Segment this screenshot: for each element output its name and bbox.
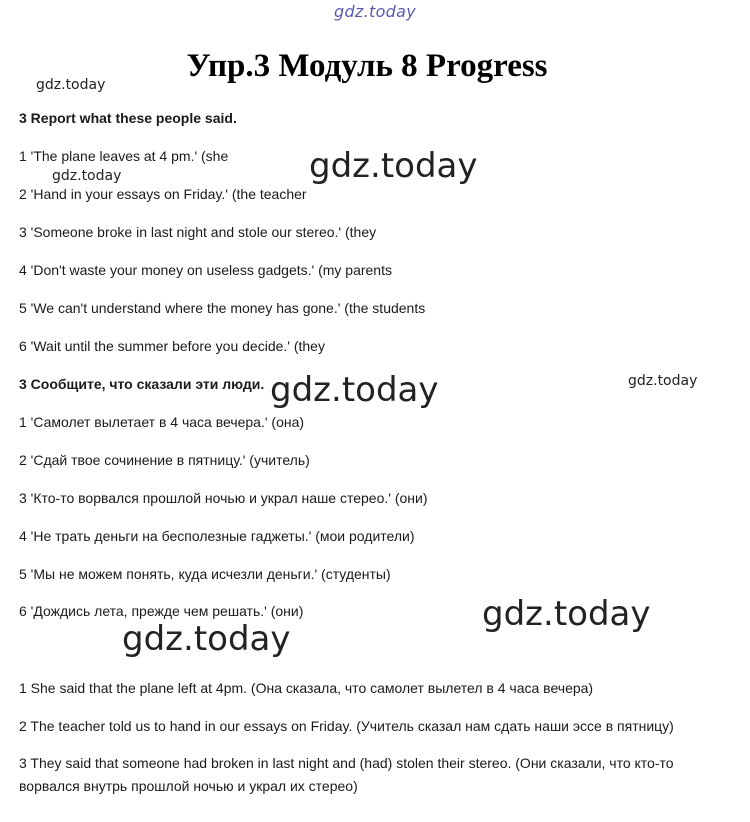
exercise-item-en: 5 'We can't understand where the money has gone.' (the students: [19, 300, 426, 316]
answer-item: 2 The teacher told us to hand in our essays on Friday. (Учитель сказал нам сдать наши эссе в пятницу): [19, 718, 674, 734]
watermark-small: gdz.today: [52, 168, 122, 184]
exercise-item-ru: 3 'Кто-то ворвался прошлой ночью и украл наше стерео.' (они): [19, 490, 428, 506]
watermark-large: gdz.today: [122, 619, 291, 659]
exercise-item-en: 2 'Hand in your essays on Friday.' (the teacher: [19, 186, 307, 202]
exercise-item-ru: 5 'Мы не можем понять, куда исчезли деньги.' (студенты): [19, 566, 391, 582]
exercise-item-en: 4 'Don't waste your money on useless gadgets.' (my parents: [19, 262, 392, 278]
exercise-item-en: 6 'Wait until the summer before you decide.' (they: [19, 338, 325, 354]
watermark-large: gdz.today: [270, 370, 439, 410]
watermark-small: gdz.today: [628, 373, 698, 389]
exercise-item-ru: 1 'Самолет вылетает в 4 часа вечера.' (она): [19, 414, 305, 430]
exercise-item-ru: 4 'Не трать деньги на бесполезные гаджеты.' (мои родители): [19, 528, 415, 544]
watermark-top: gdz.today: [334, 2, 416, 21]
task-heading-ru: 3 Сообщите, что сказали эти люди.: [19, 376, 265, 392]
page-title: Упр.3 Модуль 8 Progress: [186, 48, 548, 84]
exercise-item-en: 1 'The plane leaves at 4 pm.' (she: [19, 148, 229, 164]
answer-item: 3 They said that someone had broken in last night and (had) stolen their stereo. (Они сказали, что кто-то ворвался внутрь прошлой ночью и украл их стерео): [19, 755, 674, 794]
watermark-small: gdz.today: [36, 77, 106, 93]
answer-item: 1 She said that the plane left at 4pm. (Она сказала, что самолет вылетел в 4 часа вечера): [19, 680, 594, 696]
exercise-item-ru: 2 'Сдай твое сочинение в пятницу.' (учитель): [19, 452, 310, 468]
task-heading-en: 3 Report what these people said.: [19, 110, 237, 126]
exercise-item-en: 3 'Someone broke in last night and stole our stereo.' (they: [19, 224, 377, 240]
watermark-large: gdz.today: [482, 594, 651, 634]
watermark-large: gdz.today: [309, 146, 478, 186]
exercise-item-ru: 6 'Дождись лета, прежде чем решать.' (они): [19, 603, 304, 619]
